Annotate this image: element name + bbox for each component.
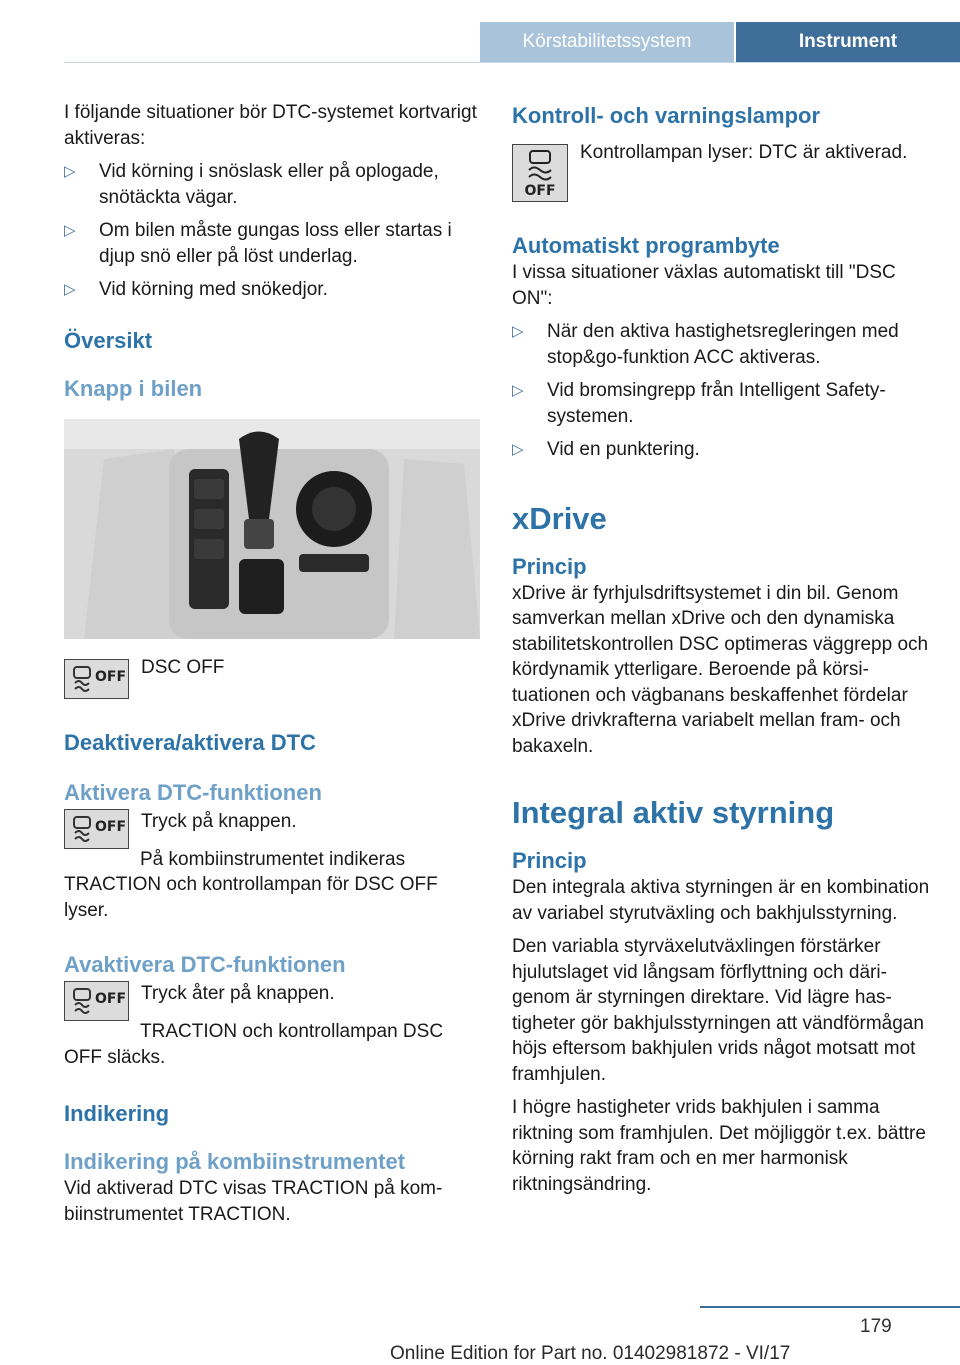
heading-knapp-i-bilen: Knapp i bilen	[64, 375, 203, 401]
heading-princip-integral: Princip	[512, 848, 587, 873]
left-column	[64, 100, 482, 1227]
xdrive-text: xDrive är fyrhjulsdriftsystemet i din bil. Genom samverkan mellan xDrive och den dynamiska stabilitetskontrollen DSC optimeras väggrepp och kördynamik ytterligare. Beroende på körsituationen och vägbanans beskaffenhet fördelar xDrive drivkrafterna variabelt mellan fram- och bakaxeln.	[512, 582, 929, 757]
aktivera-step1: Tryck på knappen.	[141, 810, 297, 832]
section-tab: Körstabilitetssystem	[480, 22, 734, 62]
heading-deaktivera: Deaktivera/aktivera DTC	[64, 729, 316, 755]
intro-text: I följande situationer bör DTC-systemet kortvarigt aktiveras:	[64, 102, 477, 149]
integral-text-1: Den integrala aktiva styrningen är en kombination av variabel styrutväxling och bakhjulsstyrning.	[512, 877, 930, 924]
heading-aktivera-dtc: Aktivera DTC-funktionen	[64, 779, 322, 805]
avaktivera-step1: Tryck åter på knappen.	[141, 983, 335, 1004]
kontroll-text: Kontrollampan lyser: DTC är aktiverad.	[580, 142, 908, 163]
list-item: ▷ När den aktiva hastighetsregleringen med stop&go-funktion ACC aktiveras.	[512, 321, 899, 368]
triangle-bullet-icon: ▷	[64, 222, 76, 239]
list-item: ▷ Vid en punktering.	[512, 437, 930, 463]
footer-rule	[700, 1306, 960, 1308]
dsc-on-list	[512, 319, 930, 463]
heading-indikering-kombi: Indikering på kombiinstrumentet	[64, 1149, 406, 1174]
triangle-bullet-icon: ▷	[64, 163, 76, 180]
dsc-off-button-icon: OFF	[64, 981, 129, 1021]
heading-xdrive: xDrive	[512, 500, 607, 536]
heading-automatiskt-programbyte: Automatiskt programbyte	[512, 233, 780, 258]
list-item: ▷ Vid körning i snöslask eller på oplogade, snötäckta vägar.	[64, 161, 439, 208]
integral-text-2: Den variabla styrväxelutväxlingen förstärker hjulutslaget vid långsam förflyttning och därigenom är styrningen direktare. Vid lägre hastigheter gör bakhjulsstyrningen att vändförmågan höjs eftersom bakhjulen vrids något motsatt mot framhjulen.	[512, 936, 924, 1085]
heading-princip-xdrive: Princip	[512, 553, 587, 579]
triangle-bullet-icon: ▷	[64, 281, 76, 298]
aktivera-row	[64, 809, 482, 849]
avaktivera-row	[64, 981, 482, 1021]
dsc-off-button-icon: OFF	[64, 809, 129, 849]
dsc-off-label: DSC OFF	[141, 656, 225, 678]
integral-text-3: I högre hastigheter vrids bakhjulen i samma riktning som framhjulen. Det möjliggör t.ex. bättre körning rakt fram och en mer harmonisk riktningsändring.	[512, 1097, 926, 1195]
triangle-bullet-icon: ▷	[512, 382, 524, 399]
heading-kontroll-varningslampor: Kontroll- och varningslampor	[512, 103, 821, 128]
heading-oversikt: Översikt	[64, 327, 153, 353]
dtc-situations-list	[64, 159, 482, 303]
list-item: ▷ Om bilen måste gungas loss eller startas i djup snö eller på löst underlag.	[64, 220, 452, 267]
triangle-bullet-icon: ▷	[512, 323, 524, 340]
right-column	[512, 100, 930, 1197]
edition-note: Online Edition for Part no. 01402981872 - VI/17	[390, 1343, 791, 1364]
svg-text:OFF: OFF	[524, 183, 556, 199]
page-number: 179	[860, 1316, 892, 1337]
list-item: ▷ Vid bromsingrepp från Intelligent Safety-systemen.	[512, 380, 886, 427]
aktivera-step2: På kombiinstrumentet indikeras TRACTION och kontrollampan för DSC OFF lyser.	[64, 848, 438, 921]
avaktivera-step2: TRACTION och kontrollampan DSC OFF släcks.	[64, 1021, 444, 1068]
list-item: ▷ Vid körning med snökedjor.	[64, 277, 482, 303]
console-illustration	[64, 419, 480, 639]
kontroll-row	[512, 144, 930, 202]
heading-integral-aktiv-styrning: Integral aktiv styrning	[512, 795, 835, 830]
triangle-bullet-icon: ▷	[512, 441, 524, 458]
center-console-photo	[64, 419, 480, 639]
heading-indikering: Indikering	[64, 1101, 170, 1126]
heading-avaktivera-dtc: Avaktivera DTC-funktionen	[64, 952, 346, 977]
dsc-off-button-icon: OFF	[64, 659, 129, 699]
dsc-off-row	[64, 656, 482, 699]
auto-intro: I vissa situationer växlas automatiskt till "DSC ON":	[512, 262, 896, 309]
chapter-tab: Instrument	[736, 22, 960, 62]
header-rule	[64, 62, 960, 63]
dtc-off-indicator-icon	[512, 144, 568, 202]
indikering-text: Vid aktiverad DTC visas TRACTION på kombiinstrumentet TRACTION.	[64, 1178, 443, 1225]
